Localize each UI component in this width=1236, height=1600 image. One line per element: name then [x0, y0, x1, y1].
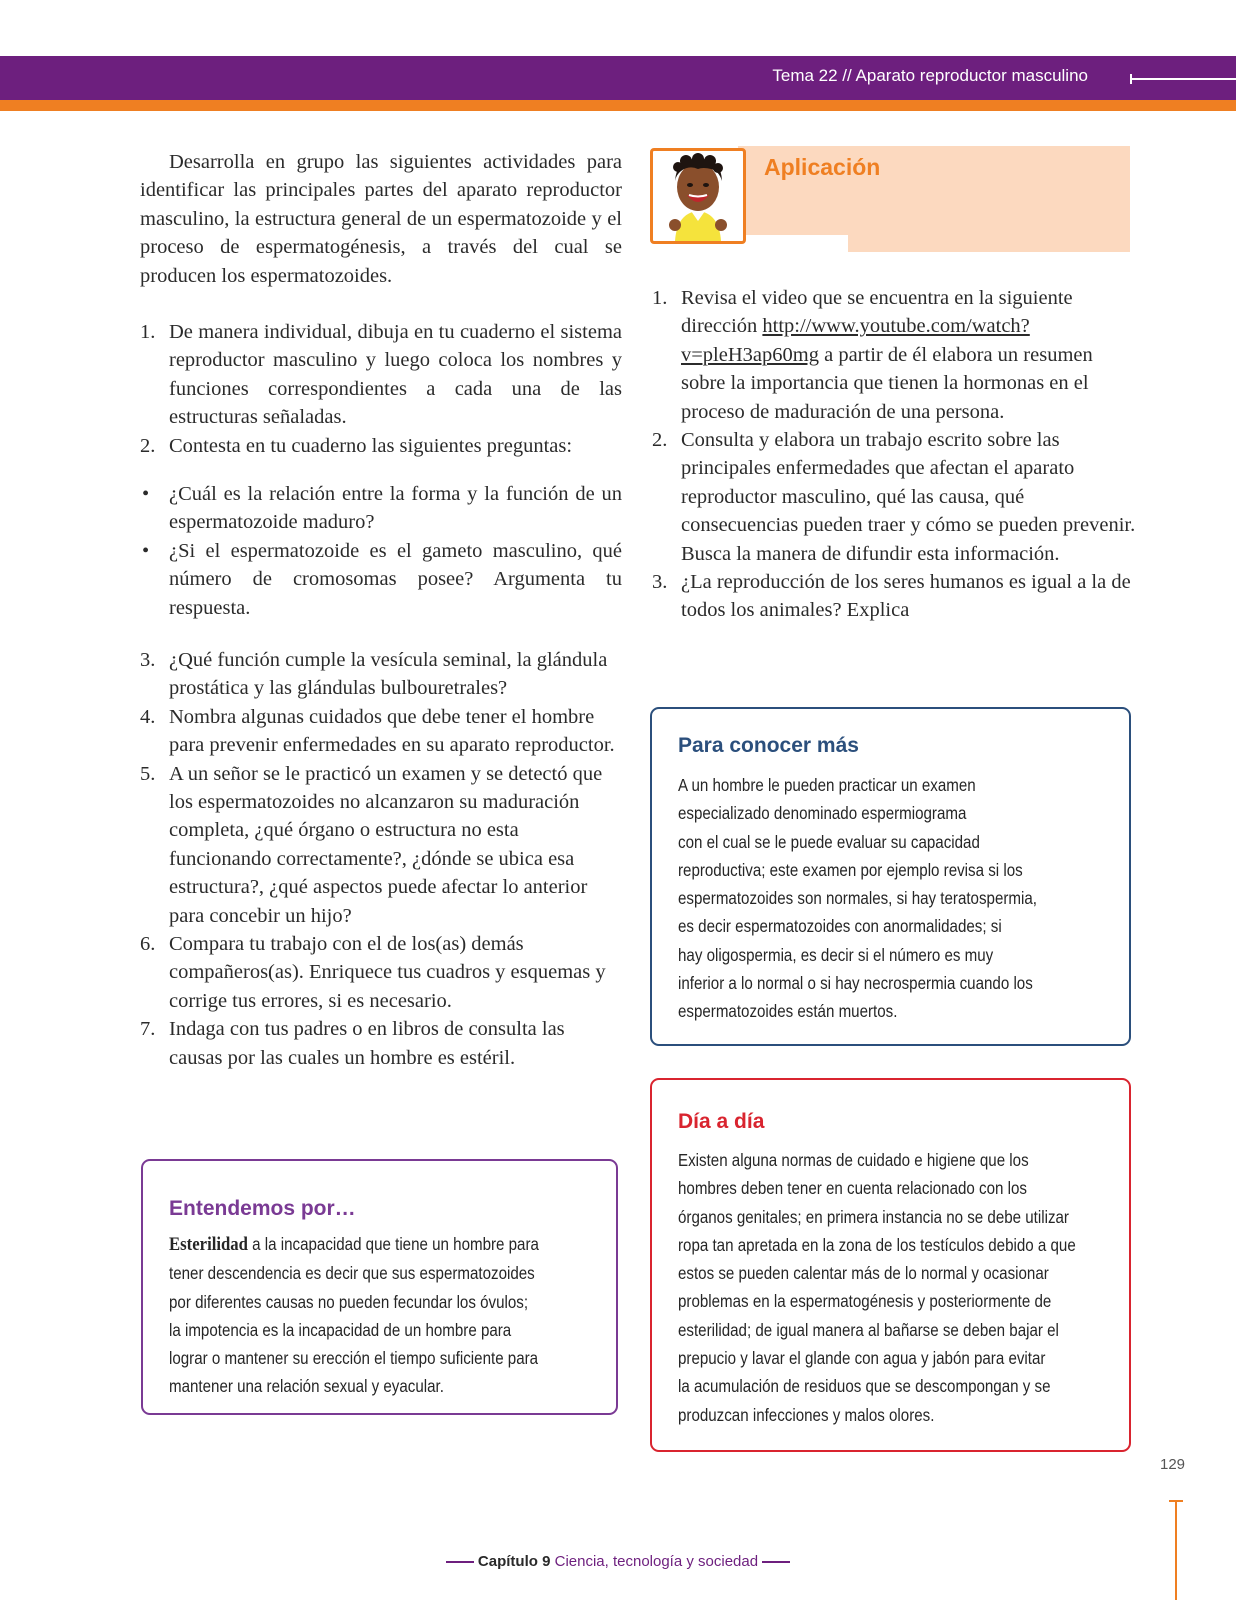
item-number: 2.	[652, 429, 668, 452]
daily-tip-box	[650, 1078, 1131, 1452]
definition-first-line	[169, 1230, 600, 1259]
aplicacion-title: Aplicación	[764, 154, 881, 180]
item-number: 1.	[652, 287, 668, 309]
list-item	[652, 426, 1138, 568]
tip-line: hombres deben tener en cuenta relacionado con los	[678, 1178, 1027, 1199]
definition-term: Esterilidad	[169, 1234, 248, 1255]
definition-line: la impotencia es la incapacidad de un hombre para	[169, 1319, 512, 1340]
definition-box-title: Entendemos por…	[169, 1197, 356, 1220]
daily-tip-title: Día a día	[678, 1110, 765, 1133]
header-title: Tema 22 // Aparato reproductor masculino	[772, 66, 1088, 85]
student-avatar-icon	[650, 148, 746, 244]
list-item	[140, 1015, 622, 1072]
item-number: 5.	[140, 762, 156, 785]
bullet-mark: •	[142, 539, 150, 562]
list-item	[652, 284, 1138, 426]
header-accent-band	[0, 100, 1236, 111]
item-text: Revisa el video que se encuentra en la siguiente dirección	[681, 287, 1073, 338]
list-item	[140, 480, 622, 537]
intro-paragraph: Desarrolla en grupo las siguientes actividades para identificar las principales partes del aparato reproductor masculino, la estructura general de un espermatozoide y el proceso de espermatogénesis, a través del cual se producen los espermatozoides.	[140, 151, 622, 287]
info-line: especializado denominado espermiograma	[678, 803, 967, 824]
definition-line: mantener una relación sexual y eyacular.	[169, 1376, 444, 1397]
item-number: 7.	[140, 1018, 156, 1041]
list-item	[140, 930, 622, 1015]
item-text: Compara tu trabajo con el de los(as) demás compañeros(as). Enriquece tus cuadros y esquemas y corrige tus errores, si es necesario.	[169, 933, 606, 1012]
item-text: Contesta en tu cuaderno las siguientes preguntas:	[169, 434, 573, 457]
item-number: 3.	[652, 571, 668, 594]
list-item	[140, 537, 622, 622]
info-line: reproductiva; este examen por ejemplo revisa si los	[678, 859, 1023, 880]
definition-line: por diferentes causas no pueden fecundar los óvulos;	[169, 1291, 529, 1312]
item-text: ¿La reproducción de los seres humanos es igual a la de todos los animales? Explica	[681, 571, 1131, 622]
item-number: 4.	[140, 705, 156, 728]
page-number: 129	[1160, 1456, 1186, 1473]
tip-line: ropa tan apretada en la zona de los testículos debido a que	[678, 1234, 1076, 1255]
tip-line: problemas en la espermatogénesis y posteriormente de	[678, 1291, 1052, 1312]
footer-rule-left	[446, 1561, 474, 1563]
item-number: 6.	[140, 933, 156, 956]
info-box	[650, 707, 1131, 1046]
list-item	[140, 703, 622, 760]
question-bullets	[140, 480, 622, 622]
definition-box	[141, 1159, 618, 1415]
tip-line: órganos genitales; en primera instancia no se debe utilizar	[678, 1206, 1069, 1227]
tip-line: prepucio y lavar el glande con agua y jabón para evitar	[678, 1348, 1046, 1369]
item-text: A un señor se le practicó un examen y se detectó que los espermatozoides no alcanzaron su maduración completa, ¿qué órgano o estructura no esta funcionando correctamente?, ¿dónde se ubica esa estructura?, ¿qué aspectos puede afectar lo anterior para concebir un hijo?	[169, 762, 603, 927]
info-box-title: Para conocer más	[678, 734, 859, 757]
item-number: 3.	[140, 649, 156, 671]
info-line: inferior a lo normal o si hay necrospermia cuando los	[678, 973, 1033, 994]
item-text: Nombra algunas cuidados que debe tener el hombre para prevenir enfermedades en su aparato reproductor.	[169, 705, 615, 757]
definition-box-body	[169, 1230, 600, 1401]
tip-line: produzcan infecciones y malos olores.	[678, 1404, 935, 1425]
aplicacion-list	[652, 284, 1138, 625]
item-text: De manera individual, dibuja en tu cuaderno el sistema reproductor masculino y luego coloca los nombres y funciones correspondientes a cada una de las estructuras señaladas.	[169, 321, 622, 429]
definition-line: tener descendencia es decir que sus espermatozoides	[169, 1263, 535, 1284]
info-line: espermatozoides están muertos.	[678, 1001, 898, 1022]
daily-tip-body	[678, 1146, 1109, 1429]
list-item	[140, 432, 622, 460]
footer-chapter-label: Capítulo 9	[477, 1553, 551, 1570]
footer-chapter-title: Ciencia, tecnología y sociedad	[554, 1553, 759, 1570]
info-line: hay oligospermia, es decir si el número es muy	[678, 944, 994, 965]
definition-text: a la incapacidad que tiene un hombre para	[247, 1234, 539, 1254]
info-line: espermatozoides son normales, si hay teratospermia,	[678, 888, 1037, 909]
tip-line: estos se pueden calentar más de lo normal y ocasionar	[678, 1263, 1049, 1284]
header-rule	[1130, 78, 1236, 80]
item-text: Consulta y elabora un trabajo escrito sobre las principales enfermedades que afectan el aparato reproductor masculino, qué las causa, qué consecuencias pueden traer y cómo se pueden prevenir. Busca la manera de difundir esta información.	[681, 429, 1136, 565]
item-text: Indaga con tus padres o en libros de consulta las causas por las cuales un hombre es estéril.	[169, 1018, 565, 1069]
bullet-mark: •	[142, 483, 150, 505]
item-number: 2.	[140, 434, 156, 457]
definition-line: lograr o mantener su erección el tiempo suficiente para	[169, 1348, 539, 1369]
tip-line: la acumulación de residuos que se descompongan y se	[678, 1376, 1051, 1397]
list-item	[140, 318, 622, 432]
info-line: A un hombre le pueden practicar un examen	[678, 775, 976, 795]
chapter-footer	[0, 1553, 1236, 1570]
activity-list-a	[140, 318, 622, 460]
item-text: ¿Qué función cumple la vesícula seminal, la glándula prostática y las glándulas bulbouretrales?	[169, 649, 608, 700]
info-line: es decir espermatozoides con anormalidades; si	[678, 916, 1002, 937]
list-item	[652, 568, 1138, 625]
info-line: con el cual se le puede evaluar su capacidad	[678, 831, 980, 852]
tip-line: esterilidad; de igual manera al bañarse se deben bajar el	[678, 1319, 1059, 1340]
activity-list-b	[140, 646, 622, 1072]
item-number: 1.	[140, 321, 156, 343]
item-text: a partir de él elabora un resumen sobre la importancia que tienen la hormonas en el proceso de maduración de una persona.	[681, 343, 1093, 423]
info-box-body	[678, 771, 1109, 1026]
video-link[interactable]: http://www.youtube.com/watch?v=pleH3ap60mg	[681, 315, 1030, 366]
tip-line: Existen alguna normas de cuidado e higiene que los	[678, 1150, 1029, 1170]
aplicacion-banner-notch	[738, 235, 848, 252]
list-item	[140, 646, 622, 703]
student-illustration	[653, 151, 743, 241]
list-item	[140, 760, 622, 930]
footer-rule-right	[762, 1561, 790, 1563]
item-text: ¿Si el espermatozoide es el gameto masculino, qué número de cromosomas posee? Argumenta tu respuesta.	[169, 539, 622, 619]
page-number-rule	[1175, 1500, 1177, 1600]
item-text: ¿Cuál es la relación entre la forma y la función de un espermatozoide maduro?	[169, 483, 622, 534]
